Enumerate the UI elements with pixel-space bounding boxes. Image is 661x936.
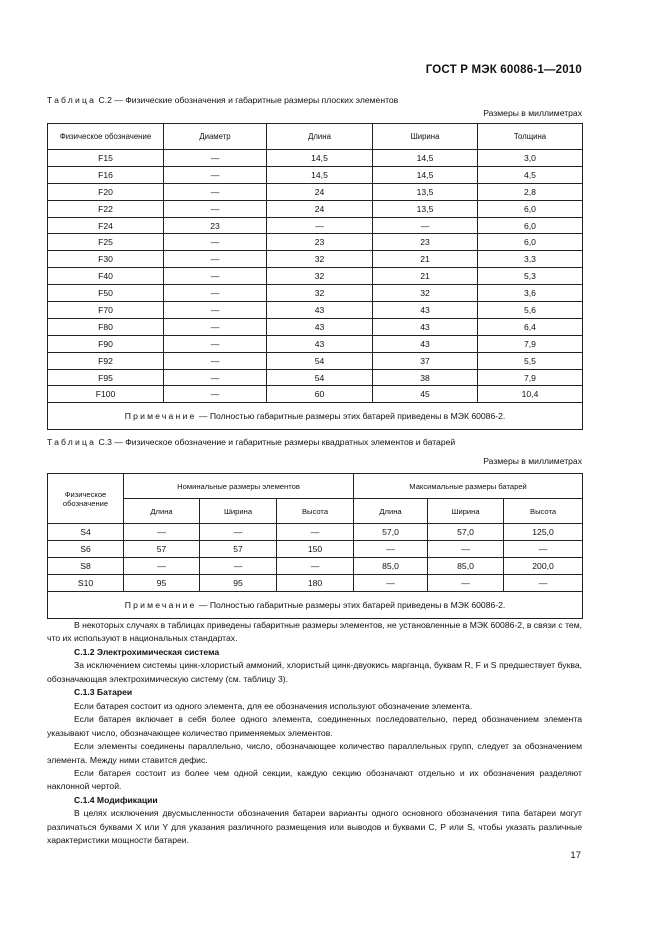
table-row bbox=[48, 352, 583, 369]
table-row bbox=[48, 318, 583, 335]
column-header: Ширина bbox=[200, 499, 277, 524]
table-row bbox=[48, 386, 583, 403]
column-header: Длина bbox=[267, 124, 373, 150]
table-cell: — bbox=[200, 524, 277, 541]
table-cell: F15 bbox=[48, 150, 164, 167]
table-cell: 14,5 bbox=[373, 150, 478, 167]
table-cell: F20 bbox=[48, 183, 164, 200]
table-row bbox=[48, 335, 583, 352]
table-cell: 21 bbox=[373, 251, 478, 268]
table-c2 bbox=[47, 123, 583, 430]
table-cell: 6,0 bbox=[478, 217, 583, 234]
note-text: — Полностью габаритные размеры этих батарей приведены в МЭК 60086-2. bbox=[196, 411, 506, 422]
table-cell: — bbox=[504, 575, 583, 592]
body-text bbox=[47, 619, 582, 848]
table-row bbox=[48, 268, 583, 285]
table-cell: 125,0 bbox=[504, 524, 583, 541]
note-word: Примечание bbox=[124, 411, 197, 422]
table-cell: 23 bbox=[164, 217, 267, 234]
group-header: Номинальные размеры элементов bbox=[124, 474, 354, 499]
table-cell: 24 bbox=[267, 200, 373, 217]
table-cell: F100 bbox=[48, 386, 164, 403]
table-cell: F40 bbox=[48, 268, 164, 285]
table-cell: 57 bbox=[124, 541, 200, 558]
table-cell: 180 bbox=[277, 575, 354, 592]
table-cell: — bbox=[504, 541, 583, 558]
table-cell: 85,0 bbox=[354, 558, 428, 575]
table-cell: 6,0 bbox=[478, 200, 583, 217]
column-header: Ширина bbox=[373, 124, 478, 150]
table-c2-units: Размеры в миллиметрах bbox=[483, 108, 582, 118]
table-cell: — bbox=[428, 575, 504, 592]
table-row bbox=[48, 558, 583, 575]
column-header: Физическое обозначение bbox=[48, 474, 124, 524]
table-cell: 43 bbox=[267, 318, 373, 335]
table-c3 bbox=[47, 473, 583, 619]
table-row bbox=[48, 524, 583, 541]
table-row bbox=[48, 200, 583, 217]
table-cell: — bbox=[164, 386, 267, 403]
table-cell: 57,0 bbox=[354, 524, 428, 541]
table-cell: 14,5 bbox=[267, 150, 373, 167]
table-cell: 3,0 bbox=[478, 150, 583, 167]
table-cell: 37 bbox=[373, 352, 478, 369]
paragraph: Если батарея состоит из более чем одной секции, каждую секцию обозначают отдельно и их обозначения разделяют наклонной чертой. bbox=[47, 767, 582, 792]
table-cell: 57,0 bbox=[428, 524, 504, 541]
caption-word: Таблица bbox=[47, 95, 97, 105]
table-cell: 95 bbox=[200, 575, 277, 592]
table-c3-units: Размеры в миллиметрах bbox=[483, 456, 582, 466]
table-cell: 5,5 bbox=[478, 352, 583, 369]
table-cell: 43 bbox=[267, 335, 373, 352]
table-cell: F30 bbox=[48, 251, 164, 268]
table-cell: F50 bbox=[48, 285, 164, 302]
table-cell: 43 bbox=[373, 335, 478, 352]
table-cell: F16 bbox=[48, 166, 164, 183]
table-cell: — bbox=[373, 217, 478, 234]
table-cell: 43 bbox=[373, 318, 478, 335]
table-row bbox=[48, 150, 583, 167]
table-cell: 7,9 bbox=[478, 369, 583, 386]
section-heading: С.1.3 Батареи bbox=[74, 687, 133, 698]
column-header: Высота bbox=[277, 499, 354, 524]
table-cell: 45 bbox=[373, 386, 478, 403]
table-c2-caption bbox=[47, 95, 398, 105]
caption-text: С.3 — Физическое обозначение и габаритные размеры квадратных элементов и батарей bbox=[98, 437, 456, 447]
table-cell: 13,5 bbox=[373, 183, 478, 200]
table-cell: 54 bbox=[267, 369, 373, 386]
note-word: Примечание bbox=[124, 600, 197, 610]
table-cell: 3,6 bbox=[478, 285, 583, 302]
column-header: Длина bbox=[124, 499, 200, 524]
column-header: Диаметр bbox=[164, 124, 267, 150]
column-header: Длина bbox=[354, 499, 428, 524]
table-cell: 14,5 bbox=[267, 166, 373, 183]
table-cell: 6,4 bbox=[478, 318, 583, 335]
table-cell: — bbox=[164, 150, 267, 167]
table-cell: 32 bbox=[267, 285, 373, 302]
table-row bbox=[48, 369, 583, 386]
table-cell: 2,8 bbox=[478, 183, 583, 200]
table-row bbox=[48, 575, 583, 592]
table-row bbox=[48, 183, 583, 200]
table-cell: 43 bbox=[373, 302, 478, 319]
paragraph: В некоторых случаях в таблицах приведены габаритные размеры элементов, не установленные в МЭК 60086-2, в связи с тем, что их используют в национальных стандартах. bbox=[47, 620, 582, 644]
table-cell: S10 bbox=[48, 575, 124, 592]
table-cell: — bbox=[164, 234, 267, 251]
table-cell: F25 bbox=[48, 234, 164, 251]
table-cell: 13,5 bbox=[373, 200, 478, 217]
table-cell: 21 bbox=[373, 268, 478, 285]
table-cell: — bbox=[164, 166, 267, 183]
table-cell: 5,3 bbox=[478, 268, 583, 285]
paragraph: За исключением системы цинк-хлористый аммоний, хлористый цинк-двуокись марганца, буквам R, F и S предшествует буква, обозначающая электрохимическую систему (см. таблицу 3). bbox=[47, 660, 582, 684]
table-cell: S4 bbox=[48, 524, 124, 541]
table-cell: 85,0 bbox=[428, 558, 504, 575]
caption-word: Таблица bbox=[47, 437, 97, 447]
table-cell: S6 bbox=[48, 541, 124, 558]
table-cell: 10,4 bbox=[478, 386, 583, 403]
table-c3-note bbox=[48, 592, 583, 619]
column-header: Толщина bbox=[478, 124, 583, 150]
table-cell: — bbox=[200, 558, 277, 575]
caption-text: С.2 — Физические обозначения и габаритные размеры плоских элементов bbox=[98, 95, 399, 105]
table-cell: — bbox=[164, 285, 267, 302]
table-cell: 23 bbox=[373, 234, 478, 251]
table-cell: F92 bbox=[48, 352, 164, 369]
table-cell: — bbox=[164, 251, 267, 268]
table-cell: — bbox=[164, 369, 267, 386]
table-cell: — bbox=[164, 318, 267, 335]
table-c3-caption bbox=[47, 437, 455, 447]
table-cell: 5,6 bbox=[478, 302, 583, 319]
table-cell: — bbox=[164, 302, 267, 319]
table-cell: F80 bbox=[48, 318, 164, 335]
table-cell: — bbox=[277, 558, 354, 575]
table-cell: F24 bbox=[48, 217, 164, 234]
table-cell: 95 bbox=[124, 575, 200, 592]
table-cell: F95 bbox=[48, 369, 164, 386]
table-c2-note bbox=[48, 403, 583, 430]
table-cell: 4,5 bbox=[478, 166, 583, 183]
section-heading: С.1.4 Модификации bbox=[74, 794, 158, 805]
table-cell: 23 bbox=[267, 234, 373, 251]
table-cell: — bbox=[428, 541, 504, 558]
table-cell: F90 bbox=[48, 335, 164, 352]
table-cell: 54 bbox=[267, 352, 373, 369]
paragraph: Если батарея включает в себя более одного элемента, соединенных последовательно, перед обозначением элемента указывают число, обозначающее количество применяемых элементов. bbox=[47, 714, 582, 738]
table-cell: — bbox=[164, 268, 267, 285]
page-number: 17 bbox=[570, 850, 581, 861]
table-cell: 7,9 bbox=[478, 335, 583, 352]
column-header: Высота bbox=[504, 499, 583, 524]
note-text: — Полностью габаритные размеры этих батарей приведены в МЭК 60086-2. bbox=[196, 600, 506, 610]
group-header: Максимальные размеры батарей bbox=[354, 474, 583, 499]
table-cell: 6,0 bbox=[478, 234, 583, 251]
table-cell: F70 bbox=[48, 302, 164, 319]
table-header-row bbox=[48, 124, 583, 150]
table-cell: — bbox=[267, 217, 373, 234]
table-row bbox=[48, 234, 583, 251]
table-row bbox=[48, 217, 583, 234]
table-cell: — bbox=[164, 183, 267, 200]
paragraph: Если элементы соединены параллельно, число, обозначающее количество параллельных групп, следует за обозначением элемента. Между ними ставится дефис. bbox=[47, 741, 582, 765]
table-cell: — bbox=[124, 524, 200, 541]
table-cell: 32 bbox=[267, 268, 373, 285]
table-cell: 32 bbox=[267, 251, 373, 268]
table-cell: 60 bbox=[267, 386, 373, 403]
column-header: Ширина bbox=[428, 499, 504, 524]
section-heading: С.1.2 Электрохимическая система bbox=[74, 646, 220, 657]
table-cell: 38 bbox=[373, 369, 478, 386]
table-cell: F22 bbox=[48, 200, 164, 217]
table-cell: 150 bbox=[277, 541, 354, 558]
paragraph: В целях исключения двусмысленности обозначения батареи варианты одного основного обозначения типа батареи могут различаться буквами X или Y для указания различного размещения или выводов и буквами С, Р или S, чтобы указать различные характеристики мощности батареи. bbox=[47, 808, 582, 846]
table-row bbox=[48, 541, 583, 558]
table-cell: 200,0 bbox=[504, 558, 583, 575]
table-cell: — bbox=[354, 541, 428, 558]
table-cell: 3,3 bbox=[478, 251, 583, 268]
table-cell: — bbox=[124, 558, 200, 575]
table-row bbox=[48, 166, 583, 183]
paragraph: Если батарея состоит из одного элемента, для ее обозначения используют обозначение элемента. bbox=[74, 700, 473, 711]
table-row bbox=[48, 302, 583, 319]
table-cell: — bbox=[354, 575, 428, 592]
table-cell: — bbox=[164, 352, 267, 369]
table-cell: — bbox=[277, 524, 354, 541]
table-cell: 43 bbox=[267, 302, 373, 319]
table-cell: 24 bbox=[267, 183, 373, 200]
table-cell: — bbox=[164, 200, 267, 217]
document-header: ГОСТ Р МЭК 60086-1—2010 bbox=[425, 64, 582, 76]
table-cell: — bbox=[164, 335, 267, 352]
table-row bbox=[48, 285, 583, 302]
table-cell: 57 bbox=[200, 541, 277, 558]
table-cell: S8 bbox=[48, 558, 124, 575]
table-row bbox=[48, 251, 583, 268]
table-cell: 32 bbox=[373, 285, 478, 302]
column-header: Физическое обозначение bbox=[48, 124, 164, 150]
table-cell: 14,5 bbox=[373, 166, 478, 183]
